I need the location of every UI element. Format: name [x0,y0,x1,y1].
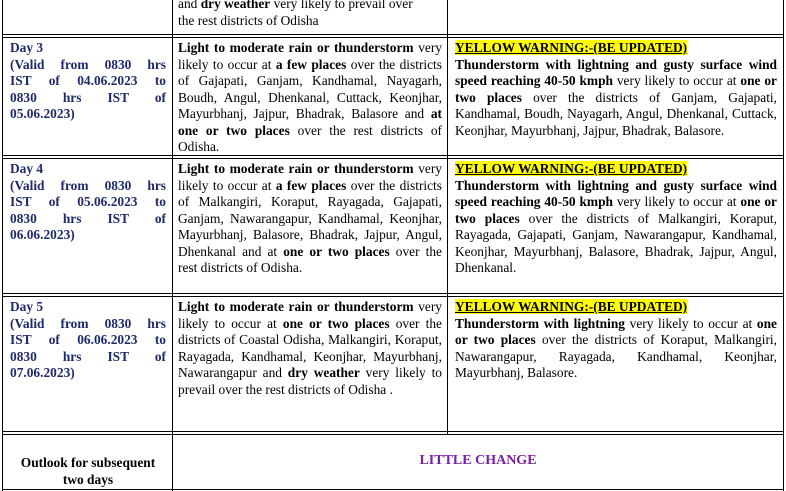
yellow-warning-badge: YELLOW WARNING:-(BE UPDATED) [455,161,688,176]
table-border-right [783,0,784,491]
warning-lead: Thunderstorm with lightning [455,315,625,331]
day-cell [10,40,166,123]
validity-line: (Valid from 0830 hrs [10,177,166,193]
forecast-lead: Light to moderate rain or thunderstorm [178,40,414,55]
forecast-text: over the rest districts of Odisha. [178,243,442,275]
warning-text: over the districts of Malkangiri, Koraput, Rayagada, Gajapati, Ganjam, Nawarangapur, Kandhamal, Keonjhar, Mayurbhanj, Balasore, Bhadrak, Jajpur, Angul, Dhenkanal. [455,210,777,275]
warning-bold-text: one or two places [455,315,777,347]
forecast-bold-text: dry weather [287,365,360,380]
warning-cell [455,299,777,382]
column-divider-2 [447,0,448,434]
forecast-text: very likely to occur at [178,40,442,72]
day-cell [10,299,166,382]
forecast-table [2,0,784,491]
warning-text: very likely to occur at [612,194,741,209]
row-divider [2,293,784,294]
forecast-text: very likely to occur at [178,299,442,331]
row-divider [2,431,784,432]
day-cell [10,161,166,244]
table-border-left [2,0,3,491]
day-label: Day 4 [10,161,44,176]
warning-lead: Thunderstorm with lightning and gusty surface wind speed reaching 40-50 kmph [455,56,777,88]
forecast-bold-text: one or two places [283,243,390,259]
forecast-text: over the districts of Gajapati, Ganjam, Kandhamal, Nayagarh, Boudh, Angul, Dhenkanal, Cuttack, Keonjhar, Mayurbhanj, Jajpur, Bhadrak, Balasore and [178,56,442,121]
outlook-label: Outlook for subsequent two days [20,455,156,487]
forecast-cell [178,299,442,398]
forecast-bold-text: a few places [275,56,347,72]
warning-text: very likely to occur at [612,73,741,88]
forecast-cell [178,161,442,277]
forecast-bold-text: one or two places [282,315,390,331]
forecast-text: very likely to prevail over the rest districts of Odisha . [178,365,442,397]
forecast-lead: Light to moderate rain or thunderstorm [178,161,414,176]
forecast-text: the rest districts of Odisha [178,12,319,28]
forecast-text: very likely to occur at [178,161,442,193]
validity-line: 06.06.2023) [10,227,75,242]
forecast-cell-top [178,0,442,29]
validity-line: 07.06.2023) [10,365,75,380]
forecast-text: over the districts of Malkangiri, Koraput, Rayagada, Gajapati, Ganjam, Nawarangapur, Kandhamal, Keonjhar, Mayurbhanj, Balasore, Bhadrak, Jajpur, Angul, Dhenkanal and at [178,177,442,259]
yellow-warning-badge: YELLOW WARNING:-(BE UPDATED) [455,40,688,55]
row-divider [2,158,784,159]
forecast-text: very likely to prevail over [270,0,413,11]
row-divider [2,34,784,35]
validity-line: IST of 05.06.2023 to [10,194,166,209]
validity-line: 0830 hrs IST of [10,348,166,364]
forecast-cell [178,40,442,156]
validity-line: IST of 06.06.2023 to [10,332,166,347]
validity-line: 0830 hrs IST of [10,210,166,226]
validity-line: (Valid from 0830 hrs [10,315,166,331]
validity-line: IST of 04.06.2023 to [10,73,166,88]
forecast-lead: Light to moderate rain or thunderstorm [178,299,414,314]
yellow-warning-badge: YELLOW WARNING:-(BE UPDATED) [455,299,688,314]
forecast-text: over the districts of Coastal Odisha, Malkangiri, Koraput, Rayagada, Kandhamal, Keonjhar, Mayurbhanj, Nawarangapur and [178,315,442,380]
day-label: Day 5 [10,299,44,314]
row-divider [2,296,784,297]
forecast-text: and [178,0,201,11]
forecast-text: over the rest districts of Odisha. [178,122,443,154]
table-border-bottom [2,489,784,490]
forecast-bold-text: dry weather [200,0,271,11]
forecast-bold-text: at one or two places [178,106,442,138]
row-divider [2,37,784,38]
validity-line: 05.06.2023) [10,106,75,121]
warning-text: over the districts of Koraput, Malkangiri, Nawarangapur, Rayagada, Kandhamal, Keonjhar, Mayurbhanj, Balasore. [455,332,777,380]
validity-line: (Valid from 0830 hrs [10,56,166,72]
day-label: Day 3 [10,40,44,55]
forecast-bold-text: a few places [275,177,347,193]
warning-lead: Thunderstorm with lightning and gusty surface wind speed reaching 40-50 kmph [455,177,777,209]
row-divider [2,434,784,435]
warning-text: over the districts of Ganjam, Gajapati, Kandhamal, Boudh, Nayagarh, Angul, Dhenkanal, Cuttack, Keonjhar, Mayurbhanj, Jajpur, Bhadrak, Balasore. [455,89,777,138]
column-divider-1 [172,0,173,491]
warning-bold-text: one or two places [455,194,777,226]
warning-text: very likely to occur at [625,315,757,331]
warning-cell [455,40,777,139]
warning-bold-text: one or two places [455,73,777,105]
outlook-value: LITTLE CHANGE [419,453,537,468]
validity-line: 0830 hrs IST of [10,89,166,105]
warning-cell [455,161,777,277]
